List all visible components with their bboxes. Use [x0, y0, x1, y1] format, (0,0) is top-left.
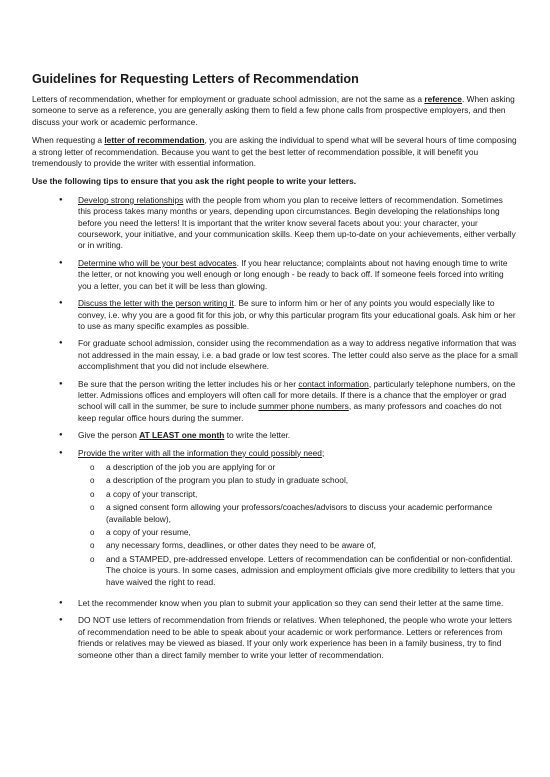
intro-paragraph-2	[32, 135, 518, 169]
summer-phone-term: summer phone numbers	[258, 401, 349, 412]
info-sublist	[78, 462, 518, 588]
tip-text: Be sure that the person writing the letter includes his or her	[78, 378, 299, 389]
tip-advocates	[32, 258, 518, 292]
tips-list	[32, 195, 518, 661]
tip-contact-info	[32, 379, 518, 425]
tip-heading: Develop strong relationships	[78, 194, 184, 205]
reference-term: reference	[424, 94, 462, 104]
text-run: When requesting a	[32, 135, 105, 146]
tip-text: ;	[321, 447, 325, 458]
sub-item: o any necessary forms, deadlines, or other dates they need to be aware of,	[78, 540, 518, 551]
text-run: , you are asking the individual to spend what will be several hours of time composing a strong letter of recommendation. Because you want to get the best letter of recommendation possible, it will benefit you tremendously to provide the writer with essential information.	[32, 135, 517, 169]
document-page	[32, 72, 518, 667]
tips-lead: Use the following tips to ensure that you ask the right people to write your letters.	[32, 176, 357, 187]
intro-paragraph-1	[32, 94, 518, 128]
sub-item: o and a STAMPED, pre-addressed envelope. Letters of recommendation can be confidential or non-confidential. The choice is yours. In some cases, admission and employment officials give more credibility to letters that you have waived the right to read.	[78, 554, 518, 588]
letter-of-recommendation-term: letter of recommendation	[104, 135, 205, 146]
tip-text: , as many professors and coaches do not keep regular office hours during the summer.	[78, 401, 502, 423]
tip-submission-timing: ● Let the recommender know when you plan to submit your application so they can send their letter at the same time.	[32, 598, 518, 609]
tip-text: to write the letter.	[224, 430, 291, 441]
tip-text: with the people from whom you plan to receive letters of recommendation. Sometimes this process takes many months or years, depending upon circumstances. Begin developing the relationships long before you need the letters! It is important that the writer know several facets about you: your character, your coursework, your initiative, and your communication skills. Keep them up-to-date on your achievements, either verbally or in writing.	[78, 194, 516, 251]
tip-heading: Provide the writer with all the information they could possibly need	[78, 447, 322, 458]
tip-one-month	[32, 430, 518, 441]
sub-item: o a copy of your transcript,	[78, 489, 518, 500]
sub-item: o a description of the job you are applying for or	[78, 462, 518, 473]
tip-heading: Determine who will be your best advocates	[78, 257, 237, 268]
tip-text: . Be sure to inform him or her of any points you would especially like to convey, i.e. why you are a good fit for this job, or why this particular program fits your educational goals. Ask him or her to use as many specific examples as possible.	[78, 298, 516, 331]
tip-text: Give the person	[78, 430, 140, 441]
sub-item: o a copy of your resume,	[78, 527, 518, 538]
tip-provide-info	[32, 448, 518, 588]
contact-information-term: contact information	[298, 378, 369, 389]
tip-text: , particularly telephone numbers, on the letter. Admissions offices and employers will often call for more details. If there is a chance that the employer or grad school will call in the summer, be sure to include	[78, 378, 516, 412]
tip-text: . If you hear reluctance; complaints about not having enough time to write the letter, or not knowing you well enough or long enough - be ready to back off. If someone feels forced into writing you a letter, you can bet it will be less than glowing.	[78, 257, 508, 291]
document-title: Guidelines for Requesting Letters of Recommendation	[32, 72, 359, 86]
tip-heading: Discuss the letter with the person writing it	[78, 298, 234, 309]
sub-item: o a description of the program you plan to study in graduate school,	[78, 475, 518, 486]
text-run: Letters of recommendation, whether for employment or graduate school admission, are not the same as a	[32, 94, 425, 104]
sub-item: o a signed consent form allowing your professors/coaches/advisors to discuss your academic performance (available below),	[78, 502, 518, 525]
text-run: . When asking someone to serve as a reference, you are generally asking them to field a few phone calls from prospective employers, and then discuss your work or academic performance.	[32, 94, 515, 127]
tip-relationships	[32, 195, 518, 252]
tip-graduate-admission: ● For graduate school admission, consider using the recommendation as a way to address negative information that was not addressed in the main essay, i.e. a bad grade or low test scores. The letter could also serve as the place for a small accomplishment that you did not include elsewhere.	[32, 338, 518, 372]
tip-discuss	[32, 298, 518, 332]
one-month-term: AT LEAST one month	[139, 430, 225, 441]
tip-no-friends-relatives: ● DO NOT use letters of recommendation from friends or relatives. When telephoned, the people who wrote your letters of recommendation need to be able to speak about your academic or work performance. Letters or references from friends or relatives may be viewed as biased. If your only work experience has been in a family business, try to find someone other than a direct family member to write your letter of recommendation.	[32, 615, 518, 661]
